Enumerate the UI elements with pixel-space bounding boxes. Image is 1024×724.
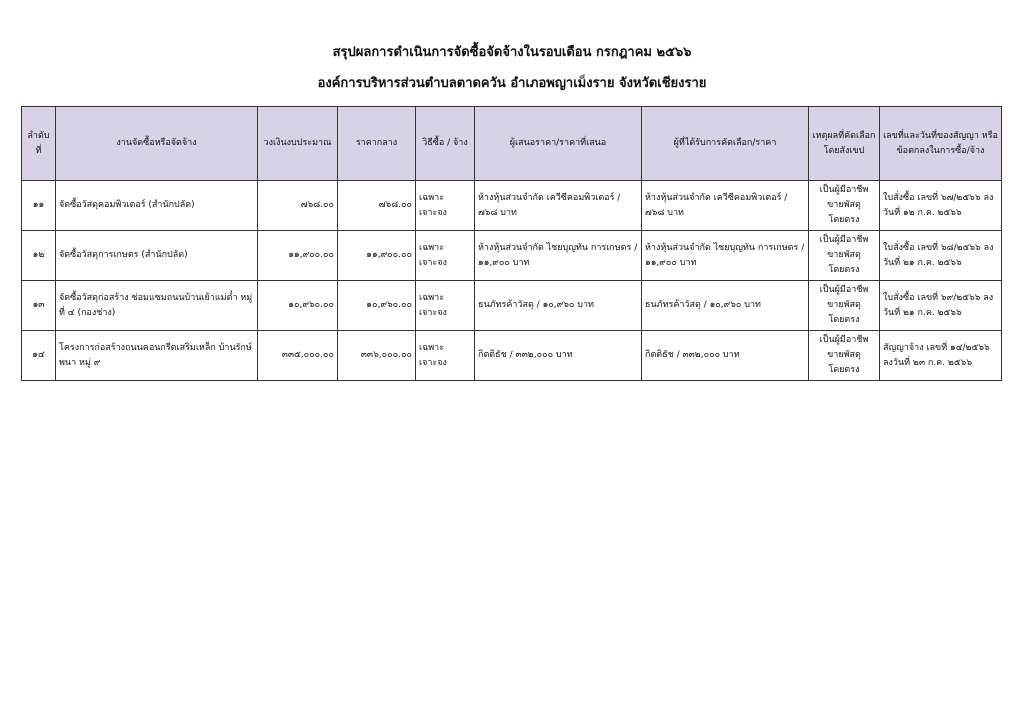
document-subtitle: องค์การบริหารส่วนตำบลตาดควัน อำเภอพญาเม็งราย จังหวัดเชียงราย	[317, 76, 707, 91]
cell-median-price: ๗๖๘.๐๐	[338, 181, 416, 231]
header-selected: ผู้ที่ได้รับการคัดเลือก/ราคา	[642, 107, 809, 181]
cell-budget: ๓๓๕,๐๐๐.๐๐	[258, 331, 338, 381]
cell-reason: เป็นผู้มีอาชีพ ขายพัสดุโดยตรง	[809, 181, 880, 231]
header-no: ลำดับที่	[22, 107, 56, 181]
cell-selected: ธนภัทรค้าวัสดุ / ๑๐,๙๖๐ บาท	[642, 281, 809, 331]
cell-contract: ใบสั่งซื้อ เลขที่ ๖๗/๒๕๖๖ ลงวันที่ ๑๒ ก.ค. ๒๕๖๖	[880, 181, 1002, 231]
cell-reason: เป็นผู้มีอาชีพ ขายพัสดุโดยตรง	[809, 281, 880, 331]
cell-item: จัดซื้อวัสดุการเกษตร (สำนักปลัด)	[56, 231, 258, 281]
cell-item: โครงการก่อสร้างถนนคอนกรีตเสริมเหล็ก บ้านรักษ์พนา หมู่ ๙	[56, 331, 258, 381]
header-item: งานจัดซื้อหรือจัดจ้าง	[56, 107, 258, 181]
cell-bidder: กิตติธัช / ๓๓๒,๐๐๐ บาท	[475, 331, 642, 381]
cell-selected: ห้างหุ้นส่วนจำกัด เควีซีคอมพิวเตอร์ / ๗๖๘ บาท	[642, 181, 809, 231]
cell-item: จัดซื้อวัสดุคอมพิวเตอร์ (สำนักปลัด)	[56, 181, 258, 231]
table-header-row	[22, 107, 1002, 181]
cell-selected: กิตติธัช / ๓๓๒,๐๐๐ บาท	[642, 331, 809, 381]
cell-no: ๑๑	[22, 181, 56, 231]
cell-no: ๑๔	[22, 331, 56, 381]
header-bidder: ผู้เสนอราคา/ราคาที่เสนอ	[475, 107, 642, 181]
cell-bidder: ธนภัทรค้าวัสดุ / ๑๐,๙๖๐ บาท	[475, 281, 642, 331]
cell-median-price: ๑๐,๙๖๐.๐๐	[338, 281, 416, 331]
cell-median-price: ๓๓๖,๐๐๐.๐๐	[338, 331, 416, 381]
header-contract: เลขที่และวันที่ของสัญญา หรือข้อตกลงในการซื้อ/จ้าง	[880, 107, 1002, 181]
document-title: สรุปผลการดำเนินการจัดซื้อจัดจ้างในรอบเดือน กรกฎาคม ๒๕๖๖	[332, 45, 692, 60]
header-median-price: ราคากลาง	[338, 107, 416, 181]
header-method: วิธีซื้อ / จ้าง	[416, 107, 475, 181]
cell-contract: สัญญาจ้าง เลขที่ ๑๔/๒๕๖๖ ลงวันที่ ๒๓ ก.ค. ๒๕๖๖	[880, 331, 1002, 381]
cell-item: จัดซื้อวัสดุก่อสร้าง ซ่อมแซมถนนบ้านเย้าแม่ต๋ำ หมู่ที่ ๔ (กองช่าง)	[56, 281, 258, 331]
procurement-table	[21, 106, 1002, 381]
cell-bidder: ห้างหุ้นส่วนจำกัด เควีซีคอมพิวเตอร์ / ๗๖๘ บาท	[475, 181, 642, 231]
cell-selected: ห้างหุ้นส่วนจำกัด ไชยบุญทัน การเกษตร / ๑๑,๙๐๐ บาท	[642, 231, 809, 281]
header-reason: เหตุผลที่คัดเลือก โดยสังเขป	[809, 107, 880, 181]
cell-no: ๑๒	[22, 231, 56, 281]
cell-method: เฉพาะเจาะจง	[416, 281, 475, 331]
table-row	[22, 231, 1002, 281]
cell-method: เฉพาะเจาะจง	[416, 231, 475, 281]
table-row	[22, 281, 1002, 331]
header-budget: วงเงินงบประมาณ	[258, 107, 338, 181]
cell-bidder: ห้างหุ้นส่วนจำกัด ไชยบุญทัน การเกษตร / ๑๑,๙๐๐ บาท	[475, 231, 642, 281]
cell-no: ๑๓	[22, 281, 56, 331]
table-row	[22, 331, 1002, 381]
cell-method: เฉพาะเจาะจง	[416, 331, 475, 381]
cell-budget: ๑๐,๙๖๐.๐๐	[258, 281, 338, 331]
cell-contract: ใบสั่งซื้อ เลขที่ ๖๙/๒๕๖๖ ลงวันที่ ๒๑ ก.ค. ๒๕๖๖	[880, 281, 1002, 331]
cell-budget: ๗๖๘.๐๐	[258, 181, 338, 231]
cell-method: เฉพาะเจาะจง	[416, 181, 475, 231]
cell-contract: ใบสั่งซื้อ เลขที่ ๖๘/๒๕๖๖ ลงวันที่ ๒๑ ก.ค. ๒๕๖๖	[880, 231, 1002, 281]
cell-median-price: ๑๑,๙๐๐.๐๐	[338, 231, 416, 281]
cell-reason: เป็นผู้มีอาชีพ ขายพัสดุโดยตรง	[809, 231, 880, 281]
table-row	[22, 181, 1002, 231]
cell-budget: ๑๑,๙๐๐.๐๐	[258, 231, 338, 281]
cell-reason: เป็นผู้มีอาชีพ ขายพัสดุโดยตรง	[809, 331, 880, 381]
